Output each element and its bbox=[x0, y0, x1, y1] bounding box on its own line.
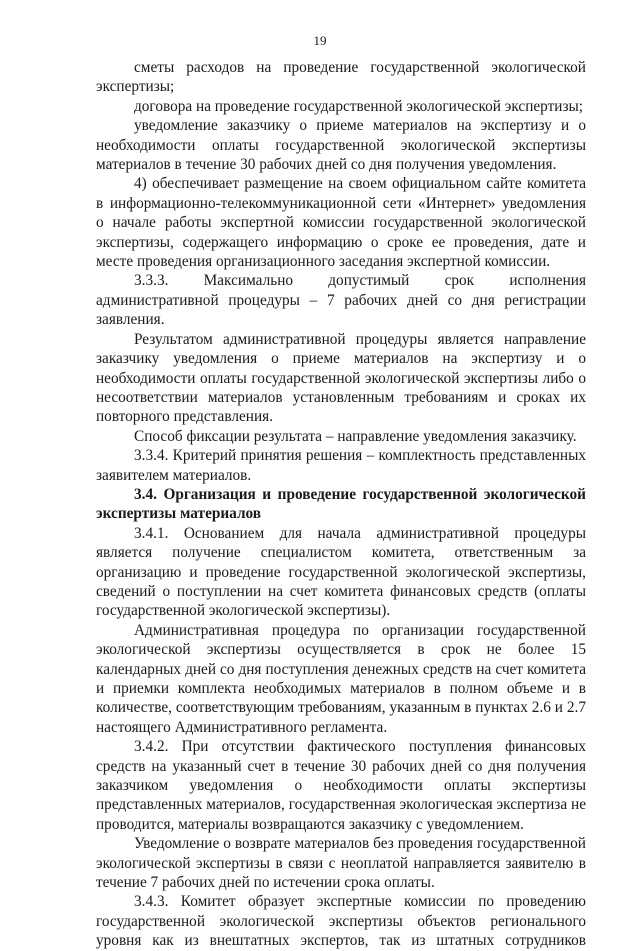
paragraph: 3.4.1. Основанием для начала административной процедуры является получение специалистом комитета, ответственным за организацию и проведение государственной экологической экспертизы, сведений о поступлении на счет комитета финансовых средств (оплаты государственной экологической экспертизы). bbox=[96, 524, 586, 620]
paragraph: уведомление заказчику о приеме материалов на экспертизу и о необходимости оплаты государственной экологической экспертизы материалов в течение 30 рабочих дней со дня получения уведомления. bbox=[96, 117, 586, 174]
paragraph: Результатом административной процедуры является направление заказчику уведомления о приеме материалов на экспертизу и о необходимости оплаты государственной экологической экспертизы либо о несоответствии материалов установленным требованиям и сроках их повторного представления. bbox=[96, 330, 586, 426]
document-body bbox=[96, 58, 586, 951]
paragraph: 3.4.2. При отсутствии фактического поступления финансовых средств на указанный счет в течение 30 рабочих дней со дня получения заказчиком уведомления о необходимости оплаты экспертизы представленных материалов, государственная экологическая экспертиза не проводится, материалы возвращаются заказчику с уведомлением. bbox=[96, 738, 586, 833]
paragraph: Административная процедура по организации государственной экологической экспертизы осуществляется в срок не более 15 календарных дней со дня поступления денежных средств на счет комитета и приемки комплекта необходимых материалов в полном объеме и в количестве, соответствующим требованиям, указанным в пунктах 2.6 и 2.7 настоящего Административного регламента. bbox=[96, 621, 586, 736]
paragraph: Уведомление о возврате материалов без проведения государственной экологической экспертизы в связи с неоплатой направляется заявителю в течение 7 рабочих дней по истечении срока оплаты. bbox=[96, 835, 586, 892]
paragraph: договора на проведение государственной экологической экспертизы; bbox=[134, 97, 584, 115]
paragraph: Способ фиксации результата – направление уведомления заказчику. bbox=[134, 427, 577, 445]
page-number: 19 bbox=[313, 33, 327, 48]
paragraph: сметы расходов на проведение государственной экологической экспертизы; bbox=[96, 59, 586, 96]
paragraph: 3.3.3. Максимально допустимый срок исполнения административной процедуры – 7 рабочих дней со дня регистрации заявления. bbox=[96, 272, 586, 329]
paragraph-continued: 3.4.3. Комитет образует экспертные комиссии по проведению государственной экологической экспертизы объектов регионального уровня как из внештатных экспертов, так из штатных сотрудников bbox=[96, 893, 586, 950]
paragraph: 4) обеспечивает размещение на своем официальном сайте комитета в информационно-телекоммуникационной сети «Интернет» уведомления о начале работы экспертной комиссии государственной экологической экспертизы, содержащего информацию о сроке ее проведения, дате и месте проведения организационного заседания экспертной комиссии. bbox=[96, 175, 586, 271]
paragraph: 3.3.4. Критерий принятия решения – комплектность представленных заявителем материалов. bbox=[96, 447, 586, 484]
section-heading: 3.4. Организация и проведение государственной экологической экспертизы материалов bbox=[96, 485, 586, 523]
